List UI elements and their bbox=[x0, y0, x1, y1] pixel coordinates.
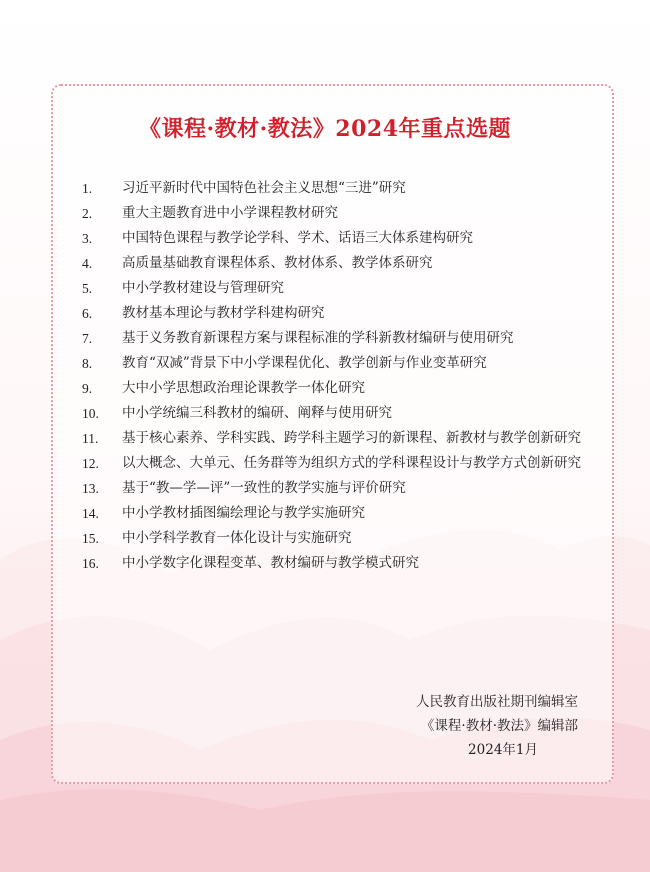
topic-number: 8. bbox=[82, 356, 93, 371]
topic-text: 中国特色课程与教学论学科、学术、话语三大体系建构研究 bbox=[122, 230, 473, 246]
topic-item bbox=[82, 351, 592, 376]
topic-list bbox=[82, 176, 592, 576]
topic-text: 基于义务教育新课程方案与课程标准的学科新教材编研与使用研究 bbox=[122, 330, 514, 346]
topic-number: 2. bbox=[82, 206, 93, 221]
topic-item bbox=[82, 226, 592, 251]
topic-number: 7. bbox=[82, 331, 93, 346]
topic-text: 以大概念、大单元、任务群等为组织方式的学科课程设计与教学方式创新研究 bbox=[122, 455, 581, 471]
topic-number: 16. bbox=[82, 556, 99, 571]
topic-text: 教材基本理论与教材学科建构研究 bbox=[122, 305, 325, 321]
topic-text: 习近平新时代中国特色社会主义思想“三进”研究 bbox=[122, 180, 406, 196]
topic-number: 12. bbox=[82, 456, 99, 471]
topic-text: 中小学统编三科教材的编研、阐释与使用研究 bbox=[122, 405, 392, 421]
topic-item bbox=[82, 176, 592, 201]
topic-text: 教育“双减”背景下中小学课程优化、教学创新与作业变革研究 bbox=[122, 355, 487, 371]
topic-text: 中小学科学教育一体化设计与实施研究 bbox=[122, 530, 352, 546]
topic-number: 15. bbox=[82, 531, 99, 546]
topic-item bbox=[82, 401, 592, 426]
topic-number: 6. bbox=[82, 306, 93, 321]
topic-number: 1. bbox=[82, 181, 93, 196]
topic-text: 重大主题教育进中小学课程教材研究 bbox=[122, 205, 338, 221]
topic-item bbox=[82, 301, 592, 326]
topic-text: 中小学数字化课程变革、教材编研与教学模式研究 bbox=[122, 555, 419, 571]
topic-item bbox=[82, 451, 592, 476]
topic-item bbox=[82, 551, 592, 576]
topic-number: 3. bbox=[82, 231, 93, 246]
topic-number: 11. bbox=[82, 431, 99, 446]
topic-number: 9. bbox=[82, 381, 93, 396]
topic-text: 中小学教材插图编绘理论与教学实施研究 bbox=[122, 505, 365, 521]
topic-number: 4. bbox=[82, 256, 93, 271]
topic-item bbox=[82, 276, 592, 301]
topic-number: 13. bbox=[82, 481, 99, 496]
topic-number: 5. bbox=[82, 281, 93, 296]
topic-item bbox=[82, 326, 592, 351]
topic-text: 中小学教材建设与管理研究 bbox=[122, 280, 284, 296]
topic-text: 高质量基础教育课程体系、教材体系、教学体系研究 bbox=[122, 255, 433, 271]
topic-text: 大中小学思想政治理论课教学一体化研究 bbox=[122, 380, 365, 396]
topic-item bbox=[82, 426, 592, 451]
topic-item bbox=[82, 376, 592, 401]
topic-text: 基于核心素养、学科实践、跨学科主题学习的新课程、新教材与教学创新研究 bbox=[122, 430, 581, 446]
signature-date: 2024年1月 bbox=[468, 742, 538, 758]
signature-dept: 《课程·教材·教法》编辑部 bbox=[420, 718, 578, 734]
topic-item bbox=[82, 476, 592, 501]
topic-item bbox=[82, 251, 592, 276]
topic-item bbox=[82, 501, 592, 526]
topic-item bbox=[82, 526, 592, 551]
page-title: 《课程·教材·教法》2024年重点选题 bbox=[138, 116, 512, 142]
topic-number: 14. bbox=[82, 506, 99, 521]
signature-org: 人民教育出版社期刊编辑室 bbox=[416, 694, 578, 710]
topic-item bbox=[82, 201, 592, 226]
topic-text: 基于“教—学—评”一致性的教学实施与评价研究 bbox=[122, 480, 406, 496]
topic-number: 10. bbox=[82, 406, 99, 421]
signature-block bbox=[416, 690, 578, 762]
